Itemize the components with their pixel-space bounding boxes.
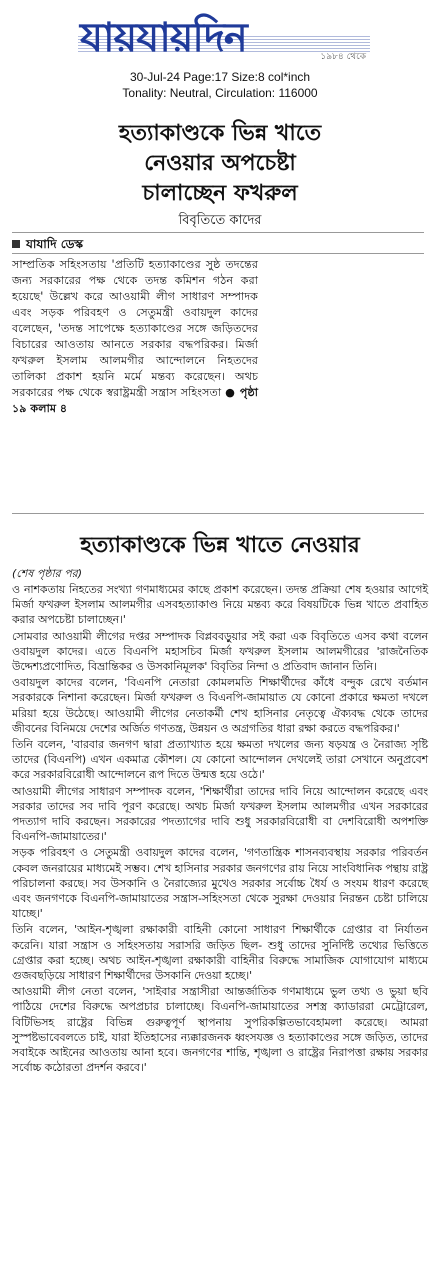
paragraph: ও নাশকতায় নিহতের সংখ্যা গণমাধ্যমের কাছে প্রকাশ করেছেন। তদন্ত প্রক্রিয়া শেষ হওয়ার আগেই মির্জা ফখরুল ইসলাম আলমগীর এসবহত্যাকাণ্ড নিয়ে মন্তব্য করে বিষয়টিকে ভিন্ন খাতে প্রবাহিত করার অপচেষ্টা চালাচ্ছেন।' [12,583,428,627]
divider [12,513,424,514]
byline-square-icon [12,240,20,248]
divider [12,232,424,233]
paragraph: সড়ক পরিবহণ ও সেতুমন্ত্রী ওবায়দুল কাদের বলেন, 'গণতান্ত্রিক শাসনব্যবস্থায় সরকার পরিবর্তন কেবল জনরায়ের মাধ্যমেই সম্ভব। শেখ হাসিনার সরকার জনগণের রায় নিয়ে সাংবিধানিক পন্থায় রাষ্ট্র পরিচালনা করছে। সব উসকানি ও নৈরাজ্যের মুখেও সরকার সর্বোচ্চ ধৈর্য ও সংযম ধারণ করেছে এবং জনগণকে বিএনপি-জামায়াতের সন্ত্রাস-সহিংসতা থেকে সুরক্ষা দেওয়ার নিরন্তন চেষ্টা চালিয়ে যাচ্ছে।' [12,846,428,921]
paragraph: সোমবার আওয়ামী লীগের দপ্তর সম্পাদক বিপ্লববড়ুয়ার সই করা এক বিবৃতিতে এসব কথা বলেন ওবায়দুল কাদের। এতে বিএনপি মহাসচিব মির্জা ফখরুল ইসলাম আলমগীরের 'রাজনৈতিক উদ্দেশ্যপ্রণোদিত, বিভ্রান্তিকর ও উসকানিমূলক' বিবৃতির নিন্দা ও প্রতিবাদ জানান তিনি। [12,629,428,674]
divider [12,253,424,254]
continued-marker: ● পৃষ্ঠা ১৯ কলাম ৪ [12,386,258,415]
clipping-meta-line2: Tonality: Neutral, Circulation: 116000 [122,86,318,100]
masthead [70,6,370,66]
masthead-est: ১৯৮৪ থেকে [320,52,366,62]
article1-body [12,257,258,417]
paragraph: আওয়ামী লীগ নেতা বলেন, 'সাইবার সন্ত্রাসীরা আন্তর্জাতিক গণমাধ্যমে ভুল তথ্য ও ভুয়া ছবি পাঠিয়ে দেশের বিরুদ্ধে অপপ্রচার চালাচ্ছে। বিএনপি-জামায়াতের সশস্ত্র ক্যাডাররা মেট্রোরেল, বিটিভিসহ রাষ্ট্রের বিভিন্ন গুরুত্বপূর্ণ স্থাপনায় সুপরিকল্পিতভাবেহামলা করেছে। আমরা সুস্পষ্টভাবেবলতে চাই, যারা ইতিহাসের ন্যক্কারজনক ধ্বংসযজ্ঞ ও হত্যাকাণ্ডের সঙ্গে জড়িত, তাদের সবাইকে আইনের আওতায় আনা হবে। জনগণের শান্তি, শৃঙ্খলা ও রাষ্ট্রের নিরাপত্তা রক্ষায় সরকার সর্বোচ্চ কঠোরতা প্রদর্শন করবে।' [12,985,428,1075]
paragraph: তিনি বলেন, 'আইন-শৃঙ্খলা রক্ষাকারী বাহিনী কোনো সাধারণ শিক্ষার্থীকে গ্রেপ্তার বা নির্যাতন করেনি। যারা সন্ত্রাস ও সহিংসতায় সরাসরি জড়িত ছিল- শুধু তাদের সুনির্দিষ্ট তথ্যের ভিত্তিতে গ্রেপ্তার করা হচ্ছে। অথচ আইন-শৃঙ্খলা রক্ষাকারী বাহিনীর বিরুদ্ধে সামাজিক যোগাযোগ মাধ্যমে গুজবছড়িয়ে সাধারণ শিক্ষার্থীদের উসকানি দেওয়া হচ্ছে।' [12,923,428,983]
continuation-from: (শেষ পৃষ্ঠার পর) [12,567,83,580]
article2-body [12,582,428,1077]
continuation-headline: হত্যাকাণ্ডকে ভিন্ন খাতে নেওয়ার [80,532,360,558]
continued-text: পৃষ্ঠা ১৯ কলাম ৪ [12,386,258,415]
byline-text: যাযাদি ডেস্ক [26,237,84,251]
headline-line3: চালাচ্ছেন ফখরুল [142,180,298,206]
masthead-logo: যায়যায়দিন [80,14,247,61]
headline-line1: হত্যাকাণ্ডকে ভিন্ন খাতে [118,120,322,146]
subheadline: বিবৃতিতে কাদের [178,213,262,228]
headline-line2: নেওয়ার অপচেষ্টা [144,150,296,176]
paragraph: আওয়ামী লীগের সাধারণ সম্পাদক বলেন, 'শিক্ষার্থীরা তাদের দাবি নিয়ে আন্দোলন করেছে এবং সরকার তাদের সব দাবি পূরণ করেছে। অথচ মির্জা ফখরুল ইসলাম আলমগীর এখন সরকারের পদত্যাগ দাবি করছেন। সরকারের পদত্যাগের দাবি শুধু সরকারবিরোধী বা দেশবিরোধী অপশক্তি বিএনপি-জামায়াতের।' [12,784,428,844]
article1-body-text: সাম্প্রতিক সহিংসতায় 'প্রতিটি হত্যাকাণ্ডের সুষ্ঠ তদন্তের জন্য সরকারের পক্ষ থেকে তদন্ত কমিশন গঠন করা হয়েছে' উল্লেখ করে আওয়ামী লীগ সাধারণ সম্পাদক এবং সড়ক পরিবহণ ও সেতুমন্ত্রী ওবায়দুল কাদের বলেছেন, 'তদন্ত সাপেক্ষে হত্যাকাণ্ডের সঙ্গে জড়িতদের বিচারের আওতায় আনতে সরকার বদ্ধপরিকর। মির্জা ফখরুল ইসলাম আলমগীর আন্দোলনে নিহতদের তালিকা প্রকাশ হয়নি মর্মে মন্তব্য করেছেন। অথচ সরকারের পক্ষ থেকে স্বরাষ্ট্রমন্ত্রী সন্ত্রাস সহিংসতা [12,258,258,399]
paragraph: তিনি বলেন, 'বারবার জনগণ দ্বারা প্রত্যাখ্যাত হয়ে ক্ষমতা দখলের জন্য ষড়যন্ত্র ও নৈরাজ্য সৃষ্টি তাদের (বিএনপি) এখন একমাত্র কৌশল। যে কোনো আন্দোলন দেখলেই তারা সেখানে অনুপ্রবেশ করে সরকারবিরোধী আন্দোলনে রূপ দিতে উন্মত্ত হয়ে ওঠে।' [12,738,428,782]
paragraph: ওবায়দুল কাদের বলেন, 'বিএনপি নেতারা কোমলমতি শিক্ষার্থীদের কাঁধে বন্দুক রেখে বর্তমান সরকারকে নিশানা করেছেন। মির্জা ফখরুল ও বিএনপি-জামায়াত যে কোনো প্রকারে ক্ষমতা দখলে মরিয়া হয়ে উঠেছে। আওয়ামী লীগের নেতাকর্মী শেখ হাসিনার নেতৃত্বে ঐক্যবদ্ধ থেকে তাদের জীবনের বিনিময়ে দেশের অর্জিত গণতন্ত্র, উন্নয়ন ও অগ্রগতির ধারা রক্ষা করতে বদ্ধপরিকর।' [12,676,428,735]
clipping-meta-line1: 30-Jul-24 Page:17 Size:8 col*inch [129,70,311,84]
